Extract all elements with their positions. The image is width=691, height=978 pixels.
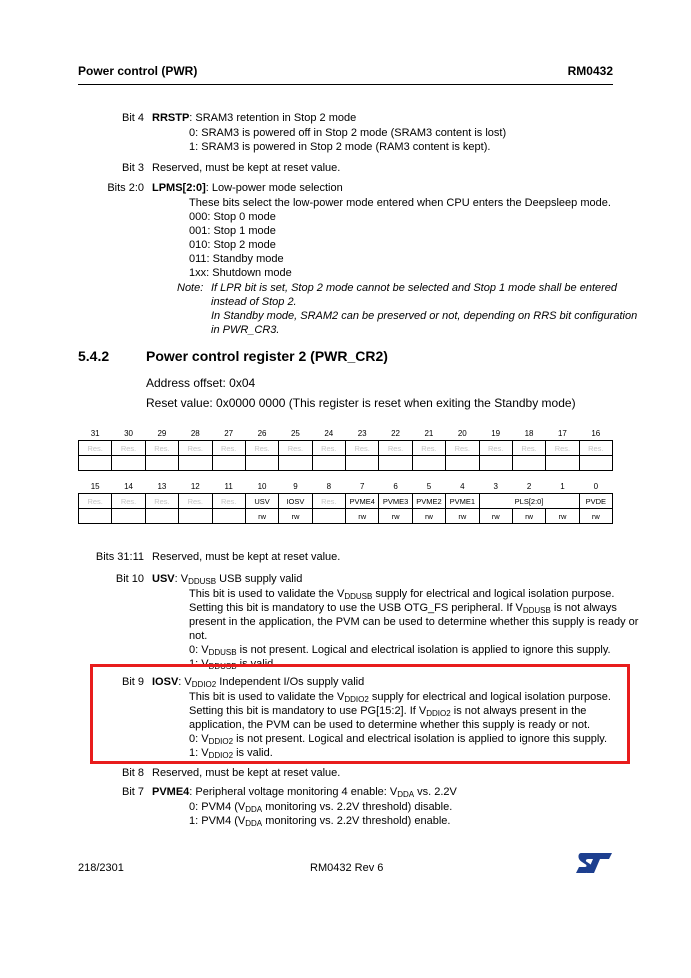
- section-title: Power control register 2 (PWR_CR2): [146, 348, 388, 364]
- access-cell: [112, 456, 145, 471]
- bit-number: 4: [460, 481, 465, 491]
- access-cell: [412, 456, 445, 471]
- bits3111-desc: Reserved, must be kept at reset value.: [152, 551, 341, 563]
- bit9-line: Setting this bit is mandatory to use PG[15:2]. If $V_{DDIO2}$ is not always present in the: [189, 705, 587, 718]
- reserved-field: Res.: [212, 494, 245, 509]
- bit4-desc: : SRAM3 retention in Stop 2 mode: [189, 112, 357, 124]
- reserved-field: Res.: [79, 494, 112, 509]
- reserved-field: Res.: [346, 441, 379, 456]
- bits20-option: 001: Stop 1 mode: [189, 225, 276, 237]
- bit10-line: present in the application, the PVM can be used to determine whether this supply is ready or: [189, 616, 639, 628]
- access-cell: [79, 509, 112, 524]
- access-cell: [145, 509, 178, 524]
- field-pvme4: PVME4: [346, 494, 379, 509]
- reserved-field: Res.: [546, 441, 579, 456]
- bit10-line: This bit is used to validate the $V_{DDUSB}$ supply for electrical and logical isolation purpose.: [189, 588, 615, 601]
- note-label: Note:: [177, 282, 204, 294]
- bit7-opt1: 1: PVM4 ($V_{DDA}$ monitoring vs. 2.2V threshold) enable.: [189, 815, 451, 828]
- bit-number-row: [79, 479, 613, 494]
- reserved-field: Res.: [112, 494, 145, 509]
- note-text: In Standby mode, SRAM2 can be preserved or not, depending on RRS bit configuration: [211, 310, 638, 322]
- field-pls-2-0-: PLS[2:0]: [479, 494, 579, 509]
- bits20-option: 1xx: Shutdown mode: [189, 267, 292, 279]
- bit-number: 31: [90, 428, 100, 438]
- bits20-label: Bits 2:0: [107, 182, 144, 194]
- access-cell: rw: [579, 509, 612, 524]
- bit-number: 10: [257, 481, 267, 491]
- access-cell: rw: [279, 509, 312, 524]
- field-pvme1: PVME1: [446, 494, 479, 509]
- bit10-opt1: 1: $V_{DDUSB}$ is valid.: [189, 658, 277, 671]
- access-row: [79, 509, 613, 524]
- access-cell: [79, 456, 112, 471]
- section-number: 5.4.2: [78, 348, 110, 364]
- bit9-opt1: 1: $V_{DDIO2}$ is valid.: [189, 747, 273, 760]
- bit-number: 9: [293, 481, 298, 491]
- bit-number: 26: [257, 428, 267, 438]
- page-header-docid: RM0432: [567, 64, 613, 78]
- access-cell: rw: [546, 509, 579, 524]
- reserved-field: Res.: [279, 441, 312, 456]
- reserved-field: Res.: [312, 494, 345, 509]
- bit10-opt0: 0: $V_{DDUSB}$ is not present. Logical and electrical isolation is applied to ignore this supply.: [189, 644, 611, 657]
- bit4-label: Bit 4: [121, 112, 144, 124]
- bit9-label: Bit 9: [121, 676, 144, 688]
- access-cell: [212, 509, 245, 524]
- reserved-field: Res.: [79, 441, 112, 456]
- bit4-opt0: 0: SRAM3 is powered off in Stop 2 mode (SRAM3 content is lost): [189, 127, 507, 139]
- access-cell: rw: [379, 509, 412, 524]
- bit10-name: USV: [152, 573, 175, 585]
- reserved-field: Res.: [245, 441, 278, 456]
- bit9-line: application, the PVM can be used to determine whether this supply is ready or not.: [189, 719, 591, 731]
- bit-number: 24: [324, 428, 334, 438]
- bit9-line: This bit is used to validate the $V_{DDIO2}$ supply for electrical and logical isolation purpose.: [189, 691, 611, 704]
- bit10-title: USV: $V_{DDUSB}$ USB supply valid: [152, 573, 303, 586]
- access-cell: rw: [346, 509, 379, 524]
- bits20-title: [152, 181, 343, 195]
- highlight-box: [90, 664, 630, 764]
- reserved-field: Res.: [179, 441, 212, 456]
- bit-number: 3: [493, 481, 498, 491]
- access-cell: rw: [446, 509, 479, 524]
- access-cell: [546, 456, 579, 471]
- bit-number: 8: [326, 481, 332, 491]
- bit-number: 27: [224, 428, 234, 438]
- access-cell: [379, 456, 412, 471]
- field-row: [79, 494, 613, 509]
- reset-value: Reset value: 0x0000 0000 (This register is reset when exiting the Standby mode): [146, 396, 576, 410]
- bit-number: 1: [560, 481, 565, 491]
- bit4-name: RRSTP: [152, 112, 190, 124]
- bits3111-label: Bits 31:11: [95, 551, 144, 563]
- register-map-lower: [78, 479, 613, 524]
- reserved-field: Res.: [512, 441, 545, 456]
- reserved-field: Res.: [479, 441, 512, 456]
- access-cell: [145, 456, 178, 471]
- bit-number: 30: [124, 428, 134, 438]
- field-pvme2: PVME2: [412, 494, 445, 509]
- access-cell: [245, 456, 278, 471]
- bit3-desc: Reserved, must be kept at reset value.: [152, 162, 341, 174]
- access-cell: [279, 456, 312, 471]
- access-cell: [312, 456, 345, 471]
- field-iosv: IOSV: [279, 494, 312, 509]
- bit-number: 7: [359, 481, 365, 491]
- bit9-name: IOSV: [152, 676, 179, 688]
- access-cell: rw: [245, 509, 278, 524]
- access-cell: rw: [479, 509, 512, 524]
- field-usv: USV: [245, 494, 278, 509]
- note-text: in PWR_CR3.: [211, 324, 280, 336]
- bit-number: 21: [424, 428, 434, 438]
- doc-revision: RM0432 Rev 6: [310, 862, 384, 874]
- bit-number: 5: [426, 481, 432, 491]
- bit-number: 0: [593, 481, 599, 491]
- bits20-option: 010: Stop 2 mode: [189, 239, 276, 251]
- bit4-opt1: 1: SRAM3 is powered in Stop 2 mode (RAM3 content is kept).: [189, 141, 491, 153]
- field-pvde: PVDE: [579, 494, 612, 509]
- reserved-field: Res.: [179, 494, 212, 509]
- note-text: If LPR bit is set, Stop 2 mode cannot be selected and Stop 1 mode shall be entered: [211, 282, 618, 294]
- register-map-upper: [78, 426, 613, 471]
- bit-number: 20: [457, 428, 467, 438]
- reserved-field: Res.: [312, 441, 345, 456]
- bits20-intro: These bits select the low-power mode entered when CPU enters the Deepsleep mode.: [189, 197, 611, 209]
- access-cell: [312, 509, 345, 524]
- st-logo-icon: [575, 852, 613, 879]
- bits20-name: LPMS[2:0]: [152, 182, 206, 194]
- bit-number: 23: [357, 428, 367, 438]
- bit-number-row: [79, 426, 613, 441]
- bit-number: 12: [190, 481, 200, 491]
- bit-number: 25: [290, 428, 300, 438]
- access-cell: [179, 456, 212, 471]
- bit7-title: PVME4: Peripheral voltage monitoring 4 enable: $V_{DDA}$ vs. 2.2V: [152, 786, 457, 799]
- bit-number: 2: [526, 481, 532, 491]
- note-text: instead of Stop 2.: [211, 296, 297, 308]
- access-cell: [112, 509, 145, 524]
- bit10-line: not.: [189, 630, 208, 642]
- reserved-field: Res.: [145, 441, 178, 456]
- field-pvme3: PVME3: [379, 494, 412, 509]
- bit9-title: IOSV: $V_{DDIO2}$ Independent I/Os supply valid: [152, 676, 365, 689]
- bit-number: 16: [591, 428, 601, 438]
- bit-number: 17: [557, 428, 567, 438]
- access-cell: [579, 456, 612, 471]
- bit9-opt0: 0: $V_{DDIO2}$ is not present. Logical and electrical isolation is applied to ignore this supply.: [189, 733, 608, 746]
- reserved-field: Res.: [112, 441, 145, 456]
- bits20-option: 000: Stop 0 mode: [189, 211, 276, 223]
- address-offset: Address offset: 0x04: [146, 376, 256, 390]
- bit7-label: Bit 7: [121, 786, 144, 798]
- bit4-title: [152, 111, 356, 125]
- field-row: [79, 441, 613, 456]
- reserved-field: Res.: [446, 441, 479, 456]
- access-row: [79, 456, 613, 471]
- access-cell: rw: [512, 509, 545, 524]
- reserved-field: Res.: [145, 494, 178, 509]
- bit-number: 22: [391, 428, 401, 438]
- access-cell: [479, 456, 512, 471]
- bit10-label: Bit 10: [115, 573, 144, 585]
- bit10-line: Setting this bit is mandatory to use the USB OTG_FS peripheral. If $V_{DDUSB}$ is not always: [189, 602, 617, 615]
- reserved-field: Res.: [379, 441, 412, 456]
- bit-number: 18: [524, 428, 534, 438]
- bit7-name: PVME4: [152, 786, 190, 798]
- bit-number: 14: [124, 481, 134, 491]
- page-number: 218/2301: [78, 862, 124, 874]
- bit-number: 11: [224, 481, 233, 491]
- bit-number: 28: [190, 428, 200, 438]
- page-header-title: Power control (PWR): [78, 64, 198, 78]
- access-cell: [212, 456, 245, 471]
- bits20-desc: : Low-power mode selection: [205, 182, 343, 194]
- reserved-field: Res.: [212, 441, 245, 456]
- bits20-option: 011: Standby mode: [189, 253, 284, 265]
- bit-number: 29: [157, 428, 167, 438]
- bit8-label: Bit 8: [121, 767, 144, 779]
- access-cell: rw: [412, 509, 445, 524]
- reserved-field: Res.: [412, 441, 445, 456]
- bit-number: 15: [90, 481, 100, 491]
- access-cell: [446, 456, 479, 471]
- bit-number: 6: [393, 481, 398, 491]
- access-cell: [179, 509, 212, 524]
- reserved-field: Res.: [579, 441, 612, 456]
- bit7-opt0: 0: PVM4 ($V_{DDA}$ monitoring vs. 2.2V threshold) disable.: [189, 801, 453, 814]
- bit3-label: Bit 3: [121, 162, 144, 174]
- access-cell: [512, 456, 545, 471]
- access-cell: [346, 456, 379, 471]
- bit-number: 19: [491, 428, 501, 438]
- header-rule: [78, 84, 613, 85]
- bit-number: 13: [157, 481, 167, 491]
- bit8-desc: Reserved, must be kept at reset value.: [152, 767, 341, 779]
